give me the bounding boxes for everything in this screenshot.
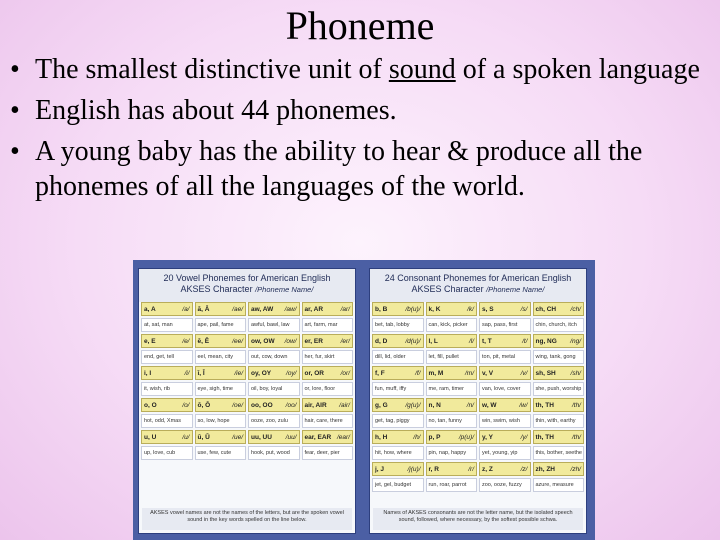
phoneme-name: /ie/ [234,369,243,377]
akses-character: j, J [375,465,385,473]
consonant-example-words: chin, church, itch [533,318,585,332]
consonant-phoneme-cell [426,302,478,316]
vowel-phoneme-row [141,334,353,348]
phoneme-name: /d(u)/ [405,337,421,345]
bullet-item [10,52,710,87]
consonant-example-row [372,350,584,364]
phoneme-name: /ng/ [570,337,581,345]
consonant-example-words: get, tag, piggy [372,414,424,428]
consonant-phoneme-cell [479,302,531,316]
consonant-example-words: win, swim, wish [479,414,531,428]
akses-character: ā, Ā [197,305,210,313]
phoneme-name: /or/ [340,369,350,377]
vowel-phoneme-cell [195,430,247,444]
vowel-phoneme-row [141,398,353,412]
akses-character: or, OR [304,369,325,377]
consonant-phoneme-cell [426,462,478,476]
vowel-example-words: fear, deer, pier [302,446,354,460]
phoneme-name: /b(u)/ [405,305,421,313]
bullet-text: The smallest distinctive unit of [35,54,389,85]
phoneme-name: /n/ [466,401,474,409]
akses-character: ear, EAR [304,433,332,441]
vowel-example-row [141,446,353,460]
akses-character: ī, Ī [197,369,205,377]
vowel-example-words: her, fur, skirt [302,350,354,364]
bullet-text: English has about 44 phonemes. [35,95,397,126]
phoneme-name: /oo/ [285,401,297,409]
phoneme-chart-image [133,260,595,540]
consonant-example-row [372,446,584,460]
vowel-example-words: out, cow, down [248,350,300,364]
akses-character: u, U [144,433,157,441]
phoneme-name: /oy/ [286,369,297,377]
phoneme-name: /air/ [339,401,350,409]
consonant-phoneme-cell [479,430,531,444]
phoneme-name: /j(u)/ [407,465,421,473]
vowel-example-words: up, love, cub [141,446,193,460]
akses-character: oo, OO [251,401,273,409]
consonant-example-words: me, ram, timer [426,382,478,396]
phoneme-name: /s/ [520,305,528,313]
akses-character: er, ER [304,337,323,345]
phoneme-name: /uu/ [285,433,297,441]
vowel-panel-title: 20 Vowel Phonemes for American English [163,273,331,283]
akses-character: uu, UU [251,433,272,441]
vowel-example-words: hot, odd, Xmas [141,414,193,428]
vowel-example-words: so, low, hope [195,414,247,428]
phoneme-name: /i/ [184,369,190,377]
consonant-panel-header [370,269,586,302]
bullet-list [10,52,710,202]
akses-character: b, B [375,305,388,313]
consonant-phoneme-cell [533,302,585,316]
akses-character: th, TH [535,401,554,409]
phoneme-name: /o/ [182,401,190,409]
consonant-phoneme-cell [479,462,531,476]
akses-character: e, E [144,337,156,345]
consonant-phoneme-cell [372,398,424,412]
consonant-phoneme-cell [479,366,531,380]
akses-character: n, N [428,401,441,409]
phoneme-name: /k/ [467,305,474,313]
akses-character: sh, SH [535,369,556,377]
consonant-example-words: hit, how, where [372,446,424,460]
akses-character: z, Z [482,465,493,473]
vowel-phoneme-row [141,302,353,316]
consonant-example-words: she, push, worship [533,382,585,396]
bullet-item [10,93,710,128]
akses-character: v, V [482,369,494,377]
vowel-example-words: eye, sigh, time [195,382,247,396]
vowel-example-words: ape, pail, fame [195,318,247,332]
akses-character: i, I [144,369,152,377]
consonant-example-words: azure, measure [533,478,585,492]
vowel-example-row [141,414,353,428]
consonant-grid [372,302,584,494]
consonant-phoneme-row [372,302,584,316]
vowel-grid [141,302,353,462]
consonant-panel-title: 24 Consonant Phonemes for American English [384,273,572,283]
phoneme-name: /v/ [520,369,528,377]
vowel-phoneme-cell [195,398,247,412]
bullet-dot-icon: • [10,54,20,85]
consonant-phoneme-cell [372,366,424,380]
akses-character: oy, OY [251,369,272,377]
consonant-phoneme-cell [372,430,424,444]
vowel-phoneme-cell [248,366,300,380]
phoneme-name: /ar/ [340,305,350,313]
phoneme-name: /a/ [182,305,190,313]
akses-character: m, M [428,369,444,377]
consonant-phoneme-row [372,462,584,476]
consonant-phoneme-row [372,334,584,348]
vowel-panel-subtitle: AKSES Character [180,284,253,294]
vowel-phoneme-cell [248,430,300,444]
akses-character: ch, CH [535,305,557,313]
consonant-phoneme-cell [533,430,585,444]
akses-character: aw, AW [251,305,274,313]
vowel-phoneme-cell [248,302,300,316]
phoneme-name: /p(u)/ [458,433,474,441]
consonant-phoneme-cell [426,366,478,380]
vowel-phoneme-cell [248,398,300,412]
consonant-phoneme-cell [533,398,585,412]
akses-character: y, Y [482,433,493,441]
vowel-phoneme-cell [141,334,193,348]
consonant-example-words: van, love, cover [479,382,531,396]
phoneme-name: /t/ [522,337,528,345]
akses-character: ng, NG [535,337,557,345]
vowel-phoneme-cell [141,366,193,380]
vowel-phoneme-cell [302,334,354,348]
consonant-phoneme-cell [372,334,424,348]
consonant-phoneme-cell [479,334,531,348]
vowel-example-words: or, lore, floor [302,382,354,396]
akses-character: a, A [144,305,156,313]
consonant-phoneme-cell [479,398,531,412]
consonant-phoneme-cell [372,302,424,316]
phoneme-name: /ee/ [232,337,243,345]
consonant-phoneme-row [372,398,584,412]
akses-character: ar, AR [304,305,324,313]
phoneme-name: /f/ [415,369,421,377]
akses-character: air, AIR [304,401,327,409]
consonant-panel-subtitle: AKSES Character [411,284,484,294]
vowel-phoneme-row [141,366,353,380]
akses-character: ē, Ē [197,337,210,345]
vowel-example-words: it, wish, rib [141,382,193,396]
bullet-text-tail: of a spoken language [455,54,700,85]
slide-title: Phoneme [285,3,435,48]
phoneme-name: /ear/ [336,433,350,441]
phoneme-name: /y/ [520,433,528,441]
akses-character: r, R [428,465,439,473]
vowel-example-words: oil, boy, loyal [248,382,300,396]
akses-character: ow, OW [251,337,275,345]
phoneme-name: /h/ [413,433,421,441]
vowel-example-row [141,382,353,396]
consonant-example-words: thin, with, earthy [533,414,585,428]
vowel-example-words: use, few, cute [195,446,247,460]
consonant-example-words: ton, pit, metal [479,350,531,364]
vowel-panel-subtitle-small: /Phoneme Name/ [255,285,314,294]
consonant-phoneme-row [372,366,584,380]
consonant-phoneme-cell [426,334,478,348]
phoneme-name: /oe/ [232,401,243,409]
consonant-example-words: bet, tab, lobby [372,318,424,332]
consonant-example-words: this, bother, seethe [533,446,585,460]
vowel-phoneme-cell [302,302,354,316]
akses-character: th, TH [535,433,554,441]
vowel-phoneme-cell [141,302,193,316]
consonant-panel-subtitle-small: /Phoneme Name/ [486,285,545,294]
phoneme-name: /ue/ [232,433,243,441]
consonant-example-words: no, tan, funny [426,414,478,428]
akses-character: ū, Ū [197,433,210,441]
vowel-example-words: hook, put, wood [248,446,300,460]
vowel-example-words: end, get, tell [141,350,193,364]
bullet-dot-icon: • [10,136,20,167]
bullet-dot-icon: • [10,95,20,126]
vowel-example-words: ooze, zoo, zulu [248,414,300,428]
akses-character: k, K [428,305,441,313]
consonant-example-words: jet, gel, budget [372,478,424,492]
vowel-example-words: at, sat, man [141,318,193,332]
vowel-phonemes-panel [138,268,356,534]
phoneme-name: /ow/ [284,337,297,345]
vowel-phoneme-cell [141,430,193,444]
vowel-example-words: awful, bawl, law [248,318,300,332]
phoneme-name: /aw/ [284,305,297,313]
akses-character: f, F [375,369,385,377]
phoneme-name: /er/ [340,337,350,345]
akses-character: g, G [375,401,388,409]
phoneme-name: /l/ [468,337,474,345]
consonant-phoneme-cell [426,398,478,412]
phoneme-name: /z/ [520,465,528,473]
consonant-example-words: run, roar, parrot [426,478,478,492]
phoneme-name: /th/ [571,401,581,409]
consonant-example-row [372,414,584,428]
vowel-phoneme-cell [302,366,354,380]
akses-character: o, O [144,401,157,409]
vowel-example-words: eel, mean, city [195,350,247,364]
vowel-phoneme-cell [141,398,193,412]
consonant-example-words: yet, young, yip [479,446,531,460]
akses-character: ō, Ō [197,401,211,409]
vowel-phoneme-cell [195,366,247,380]
consonant-example-words: fun, muff, iffy [372,382,424,396]
bullet-underlined-word: sound [388,54,456,85]
phoneme-name: /w/ [519,401,528,409]
vowel-phoneme-cell [195,334,247,348]
consonant-example-words: dill, lid, older [372,350,424,364]
akses-character: d, D [375,337,388,345]
phoneme-name: /r/ [468,465,474,473]
akses-character: w, W [482,401,497,409]
vowel-phoneme-row [141,430,353,444]
consonant-example-row [372,478,584,492]
vowel-panel-header [139,269,355,302]
consonant-phoneme-cell [372,462,424,476]
vowel-example-row [141,318,353,332]
consonant-phonemes-panel [369,268,587,534]
akses-character: zh, ZH [535,465,555,473]
phoneme-name: /sh/ [570,369,581,377]
phoneme-name: /ae/ [232,305,243,313]
akses-character: h, H [375,433,388,441]
consonant-phoneme-row [372,430,584,444]
phoneme-name: /zh/ [570,465,581,473]
consonant-phoneme-cell [533,334,585,348]
vowel-example-row [141,350,353,364]
bullet-item [10,134,710,204]
phoneme-name: /m/ [464,369,474,377]
akses-character: s, S [482,305,494,313]
phoneme-name: /e/ [182,337,190,345]
consonant-example-words: wing, tank, gong [533,350,585,364]
consonant-panel-note: Names of AKSES consonants are not the letter name, but the isolated speech sound, followed, where necessary, by the softest possible schwa. [373,508,583,530]
phoneme-name: /u/ [182,433,190,441]
vowel-example-words: art, farm, mar [302,318,354,332]
bullet-text: A young baby has the ability to hear & produce all the phonemes of all the languages of the world. [35,136,643,202]
consonant-example-words: let, fill, pullet [426,350,478,364]
vowel-phoneme-cell [248,334,300,348]
consonant-example-words: pin, nap, happy [426,446,478,460]
akses-character: t, T [482,337,492,345]
vowel-phoneme-cell [302,398,354,412]
consonant-phoneme-cell [426,430,478,444]
consonant-example-words: sap, pass, first [479,318,531,332]
consonant-example-words: can, kick, picker [426,318,478,332]
vowel-panel-note: AKSES vowel names are not the names of the letters, but are the spoken vowel sound in the key words spelled on the line below. [142,508,352,530]
consonant-phoneme-cell [533,462,585,476]
consonant-phoneme-cell [533,366,585,380]
vowel-example-words: hair, care, there [302,414,354,428]
consonant-example-words: zoo, ooze, fuzzy [479,478,531,492]
vowel-phoneme-cell [195,302,247,316]
vowel-phoneme-cell [302,430,354,444]
phoneme-name: /th/ [571,433,581,441]
phoneme-name: /g(u)/ [405,401,421,409]
akses-character: p, P [428,433,441,441]
phoneme-name: /ch/ [570,305,581,313]
consonant-example-row [372,318,584,332]
akses-character: l, L [428,337,438,345]
consonant-example-row [372,382,584,396]
